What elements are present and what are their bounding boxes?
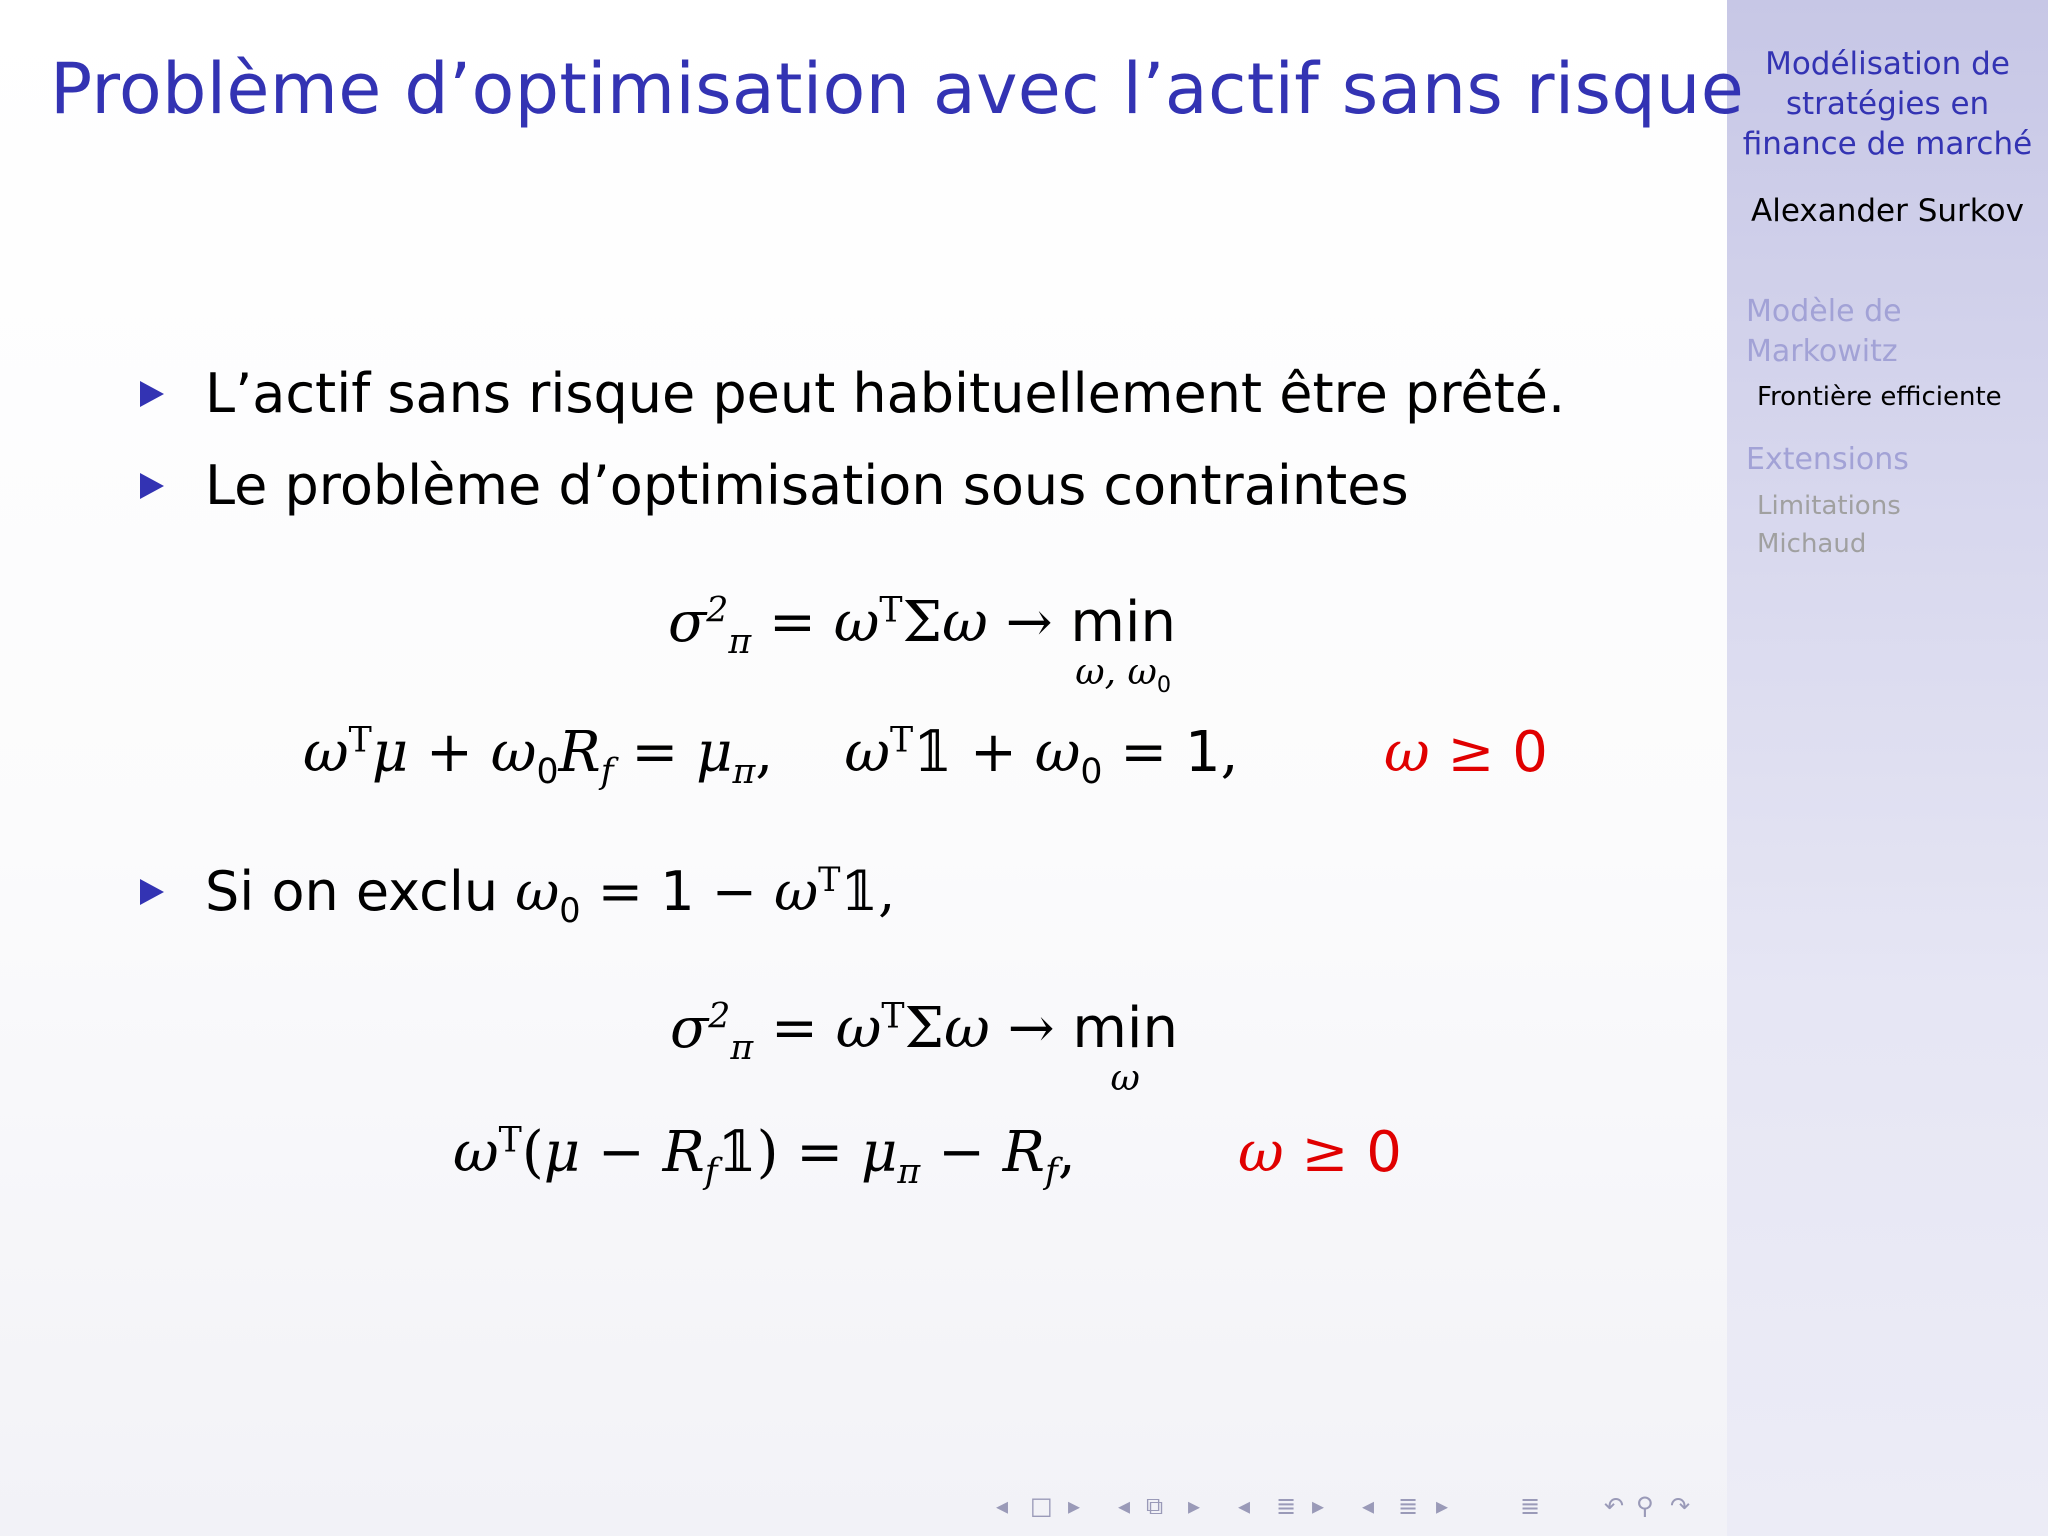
objective-equation-reduced: $\sigma^2_\pi = \omega^T\Sigma\omega \to \min$ ω bbox=[670, 996, 1178, 1099]
sidebar-subsection-limitations[interactable]: Limitations bbox=[1757, 491, 1901, 521]
nonnegativity-constraint: ω ≥ 0 bbox=[1384, 720, 1548, 785]
section-label: Extensions bbox=[1746, 442, 1909, 477]
sidebar-subsection-frontiere[interactable]: Frontière efficiente bbox=[1757, 382, 2002, 412]
section-label: Markowitz bbox=[1746, 334, 1898, 369]
nav-next-icon[interactable]: ▸ bbox=[1436, 1492, 1449, 1520]
nav-prev-icon[interactable]: ◂ bbox=[1118, 1492, 1131, 1520]
section-label: Modèle de bbox=[1746, 294, 1902, 329]
toc-icon[interactable]: ≣ bbox=[1520, 1492, 1541, 1520]
nav-next-icon[interactable]: ▸ bbox=[1188, 1492, 1201, 1520]
nav-next-icon[interactable]: ▸ bbox=[1312, 1492, 1325, 1520]
bullet-triangle-icon bbox=[140, 473, 164, 499]
title-line: finance de marché bbox=[1742, 126, 2033, 162]
title-line: stratégies en bbox=[1785, 86, 1990, 122]
min-operator: min ω bbox=[1072, 996, 1178, 1099]
sidebar-presentation-title[interactable] bbox=[1727, 44, 2048, 164]
redo-icon[interactable]: ↷ bbox=[1670, 1492, 1691, 1520]
inline-equation: $\omega_0 = 1$ − $\omega^T𝟙$, bbox=[515, 860, 896, 930]
bullet-text: Si on exclu $\omega_0 = 1$ − $\omega^T𝟙$, bbox=[205, 860, 896, 930]
nav-prev-icon[interactable]: ◂ bbox=[996, 1492, 1009, 1520]
objective-equation: $\sigma^2_\pi = \omega^T\Sigma\omega \to \min$ ω, $\omega_0$ bbox=[668, 590, 1176, 699]
sidebar bbox=[1727, 0, 2048, 1536]
undo-icon[interactable]: ↶ bbox=[1604, 1492, 1625, 1520]
sidebar-section-extensions[interactable] bbox=[1746, 440, 1909, 480]
nav-prev-icon[interactable]: ◂ bbox=[1362, 1492, 1375, 1520]
title-line: Modélisation de bbox=[1765, 46, 2010, 82]
subsection-icon[interactable]: ⧉ bbox=[1146, 1492, 1164, 1520]
constraint-equation: $\omega^T\mu + \omega_0R_f = \mu_\pi$, $\omega^T𝟙 + \omega_0 = 1$, bbox=[303, 720, 1239, 793]
nav-prev-icon[interactable]: ◂ bbox=[1238, 1492, 1251, 1520]
min-operator: min ω, $\omega_0$ bbox=[1070, 590, 1176, 699]
constraint-equation-reduced: $\omega^T(\mu$ − $R_f𝟙) = \mu_\pi - R_f$, bbox=[453, 1120, 1076, 1193]
sidebar-author: Alexander Surkov bbox=[1751, 193, 2024, 229]
bullet-triangle-icon bbox=[140, 381, 164, 407]
sidebar-subsection-michaud[interactable]: Michaud bbox=[1757, 529, 1867, 559]
slide-title: Problème d’optimisation avec l’actif sans risque bbox=[50, 48, 1745, 130]
section-icon[interactable]: ≣ bbox=[1276, 1492, 1297, 1520]
search-icon[interactable]: ⚲ bbox=[1636, 1492, 1654, 1520]
nav-next-icon[interactable]: ▸ bbox=[1068, 1492, 1081, 1520]
bullet-triangle-icon bbox=[140, 879, 164, 905]
bullet-text: L’actif sans risque peut habituellement être prêté. bbox=[205, 362, 1566, 425]
align-icon[interactable]: ≣ bbox=[1398, 1492, 1419, 1520]
sidebar-section-markowitz[interactable] bbox=[1746, 292, 1902, 372]
frame-icon[interactable]: □ bbox=[1030, 1492, 1053, 1520]
nonnegativity-constraint: ω ≥ 0 bbox=[1238, 1120, 1402, 1185]
bullet-text: Le problème d’optimisation sous contraintes bbox=[205, 454, 1409, 517]
